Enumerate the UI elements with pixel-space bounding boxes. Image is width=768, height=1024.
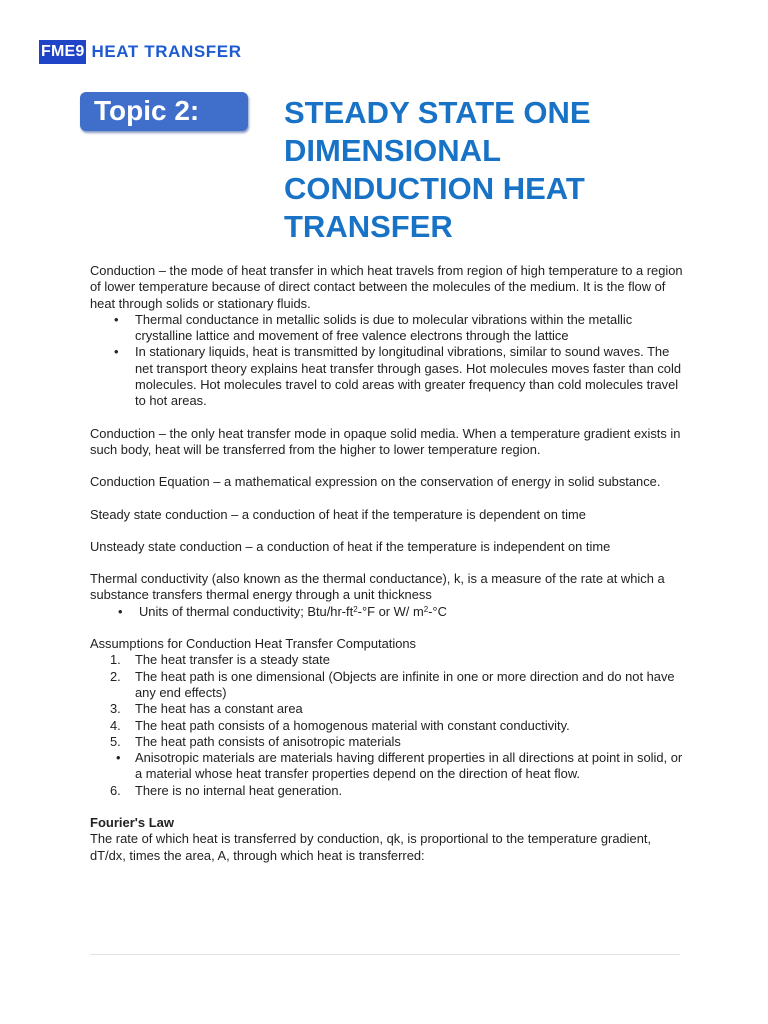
list-item [116,750,690,783]
conduction-definition: Conduction – the mode of heat transfer in which heat travels from region of high temperature to a region of lower temperature because of direct contact between the molecules of the medium. It is the flow of heat through solids or stationary fluids. [90,263,683,311]
bullet-text: In stationary liquids, heat is transmitted by longitudinal vibrations, similar to sound waves. The net transport theory explains heat transfer through gases. Hot molecules moves faster than cold molecules. Hot molecules travel to cold areas with greater frequency than cold molecules travel to hot areas. [135,344,681,409]
bullet-icon: • [114,344,119,360]
anisotropic-note: Anisotropic materials are materials having different properties in all directions at point in solid, or a material whose heat transfer properties depend on the direction of heat flow. [135,750,683,782]
units-middle: -°F or W/ m [357,603,424,619]
units-exponent: 2 [353,604,358,614]
fourier-law-heading: Fourier's Law [90,815,174,831]
list-item [118,603,690,620]
item-number: 1. [110,652,121,668]
list-item [110,701,690,717]
topic-title: STEADY STATE ONE DIMENSIONAL CONDUCTION HEAT TRANSFER [284,95,591,244]
item-text: The heat has a constant area [135,701,303,717]
item-text: The heat path is one dimensional (Objects are infinite in one or more direction and do not have any end effects) [135,668,675,700]
list-item [110,733,690,750]
fourier-law-text: The rate of which heat is transferred by conduction, qk, is proportional to the temperature gradient, dT/dx, times the area, A, through which heat is transferred: [90,831,652,863]
item-number: 3. [110,701,121,717]
footer-divider [90,954,680,955]
thermal-conductivity-paragraph: Thermal conductivity (also known as the thermal conductance), k, is a measure of the rate at which a substance transfers thermal energy through a unit thickness [90,571,665,603]
item-number: 6. [110,782,121,798]
steady-state-paragraph: Steady state conduction – a conduction of heat if the temperature is dependent on time [90,506,586,522]
document-body [90,263,690,864]
list-item [114,344,690,409]
bullet-icon: • [114,311,119,327]
item-text: There is no internal heat generation. [135,782,343,798]
list-item [114,311,690,345]
list-item [110,668,690,702]
item-number: 5. [110,733,121,749]
unsteady-state-paragraph: Unsteady state conduction – a conduction of heat if the temperature is independent on time [90,538,611,554]
item-number: 2. [110,668,121,684]
units-prefix: Units of thermal conductivity; Btu/hr-ft [139,603,354,619]
list-item [110,782,690,799]
bullet-text: Thermal conductance in metallic solids is due to molecular vibrations within the metallic crystalline lattice and movement of free valence electrons through the lattice [135,311,633,344]
item-text: The heat path consists of anisotropic materials [135,733,401,749]
conduction-equation-paragraph: Conduction Equation – a mathematical expression on the conservation of energy in solid substance. [90,474,661,490]
units-bullet-list [90,604,690,620]
list-item [110,652,690,668]
conduction-bullet-list [90,312,690,410]
item-number: 4. [110,717,121,733]
topic-label: Topic 2: [94,95,200,126]
course-code-badge: FME9 [39,40,86,64]
units-suffix: -°C [428,603,447,619]
bullet-icon: • [116,750,121,766]
item-text: The heat transfer is a steady state [135,652,330,668]
assumptions-intro: Assumptions for Conduction Heat Transfer Computations [90,636,417,652]
topic-badge [80,92,248,131]
assumptions-list [90,652,690,799]
item-text: The heat path consists of a homogenous material with constant conductivity. [135,717,570,733]
course-title: HEAT TRANSFER [91,42,242,61]
list-item [110,717,690,734]
units-exponent: 2 [423,604,429,614]
bullet-icon: • [118,603,123,619]
document-header [39,40,242,64]
conduction-only-paragraph: Conduction – the only heat transfer mode in opaque solid media. When a temperature gradient exists in such body, heat will be transferred from the higher to lower temperature region. [90,425,681,457]
